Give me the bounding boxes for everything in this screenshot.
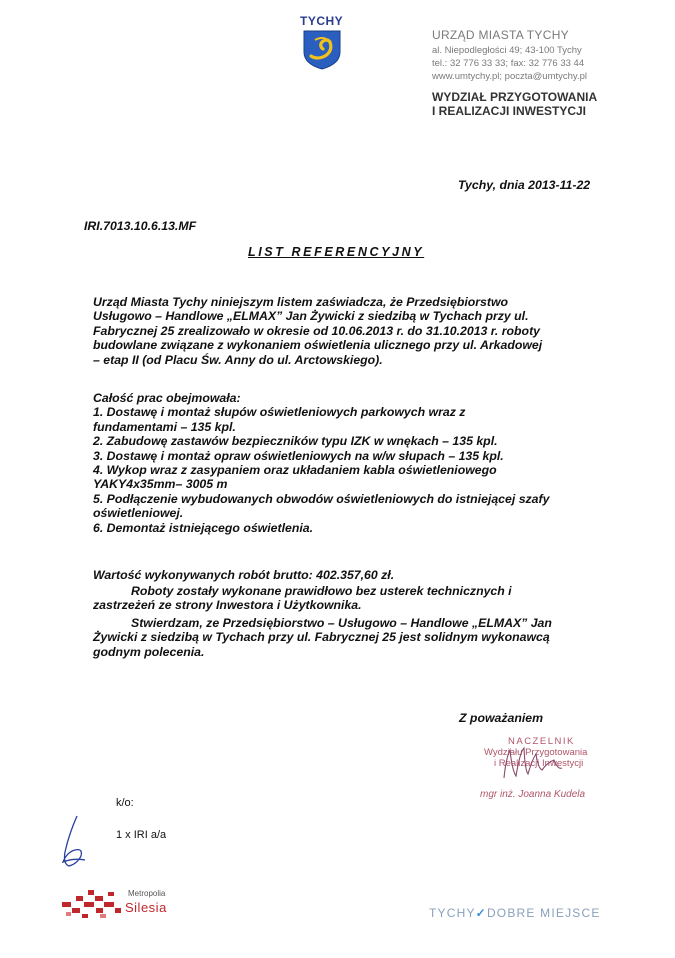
metro-small-label: Metropolia [128,889,166,898]
crest-label: TYCHY [300,14,344,28]
signature-icon [498,740,568,785]
intro-line: – etap II (od Placu Św. Anny do ul. Arctowskiego). [93,352,383,367]
scope-heading: Całość prac obejmowała: [93,391,241,405]
metro-name-label: Silesia [125,900,167,915]
intro-line: Urząd Miasta Tychy niniejszym listem zaświadcza, że Przedsiębiorstwo [93,295,509,309]
scope-item: 3. Dostawę i montaż opraw oświetleniowych na w/w słupach – 135 kpl. [93,448,504,463]
stamp-department-2: i Realizacji Inwestycji [494,758,584,769]
closing-phrase: Z poważaniem [459,711,544,725]
intro-line: Fabrycznej 25 zrealizowało w okresie od 10.06.2013 r. do 31.10.2013 r. roboty [93,323,541,338]
recommendation-line: Żywicki z siedzibą w Tychach przy ul. Fabrycznej 25 jest solidnym wykonawcą [93,630,550,645]
scope-item: 6. Demontaż istniejącego oświetlenia. [93,520,314,535]
metropolia-silesia-logo-icon [60,888,124,920]
letter-title: LIST REFERENCYJNY [248,245,425,259]
stamp-title: NACZELNIK [508,736,575,747]
quality-paragraph [93,584,607,613]
office-address: al. Niepodległości 49; 43-100 Tychy [432,45,582,56]
scope-item: fundamentami – 135 kpl. [93,419,236,434]
recommendation-line: godnym polecenia. [93,644,205,659]
intro-paragraph [93,295,607,367]
contract-value: Wartość wykonywanych robót brutto: 402.357,60 zł. [93,568,395,582]
intro-line: Usługowo – Handlowe „ELMAX” Jan Żywicki z siedzibą w Tychach przy ul. [93,309,529,324]
office-phone: tel.: 32 776 33 33; fax: 32 776 33 44 [432,58,585,69]
recommendation-line: Stwierdzam, ze Przedsiębiorstwo – Usługowo – Handlowe „ELMAX” Jan [131,616,552,630]
scope-item: YAKY4x35mm– 3005 m [93,477,228,492]
office-name: URZĄD MIASTA TYCHY [432,28,569,42]
reference-number: IRI.7013.10.6.13.MF [84,219,197,233]
scope-item: 2. Zabudowę zastawów bezpieczników typu IZK w wnękach – 135 kpl. [93,434,498,449]
city-slogan [429,906,601,920]
handwritten-mark-icon [55,812,95,872]
copies-label: k/o: [116,797,134,809]
checkmark-icon: ✓ [475,906,487,920]
slogan-left: TYCHY [429,906,476,920]
department-line-1: WYDZIAŁ PRZYGOTOWANIA [432,90,598,104]
letter-date: Tychy, dnia 2013-11-22 [458,178,591,192]
quality-line: Roboty zostały wykonane prawidłowo bez usterek technicznych i [131,584,512,598]
scope-list [93,391,607,535]
intro-line: budowlane związane z wykonaniem oświetlenia ulicznego przy ul. Arkadowej [93,338,543,353]
scope-item: oświetleniowej. [93,506,184,521]
department-name [432,90,597,118]
stamp-department-1: Wydziału Przygotowania [484,747,588,758]
office-web: www.umtychy.pl; poczta@umtychy.pl [432,71,588,82]
quality-line: zastrzeżeń ze strony Inwestora i Użytkownika. [93,598,362,613]
office-block [432,28,587,83]
department-line-2: I REALIZACJI INWESTYCJI [432,104,587,118]
copies-line: 1 x IRI a/a [116,829,167,841]
slogan-right: DOBRE MIEJSCE [486,906,601,920]
scope-item: 4. Wykop wraz z zasypaniem oraz układaniem kabla oświetleniowego [93,463,497,478]
stamp-name: mgr inż. Joanna Kudela [480,789,586,800]
recommendation-paragraph [93,616,607,659]
scope-item: 1. Dostawę i montaż słupów oświetleniowych parkowych wraz z [93,405,466,420]
scope-item: 5. Podłączenie wybudowanych obwodów oświetleniowych do istniejącej szafy [93,491,550,506]
tychy-crest-icon [303,30,341,70]
